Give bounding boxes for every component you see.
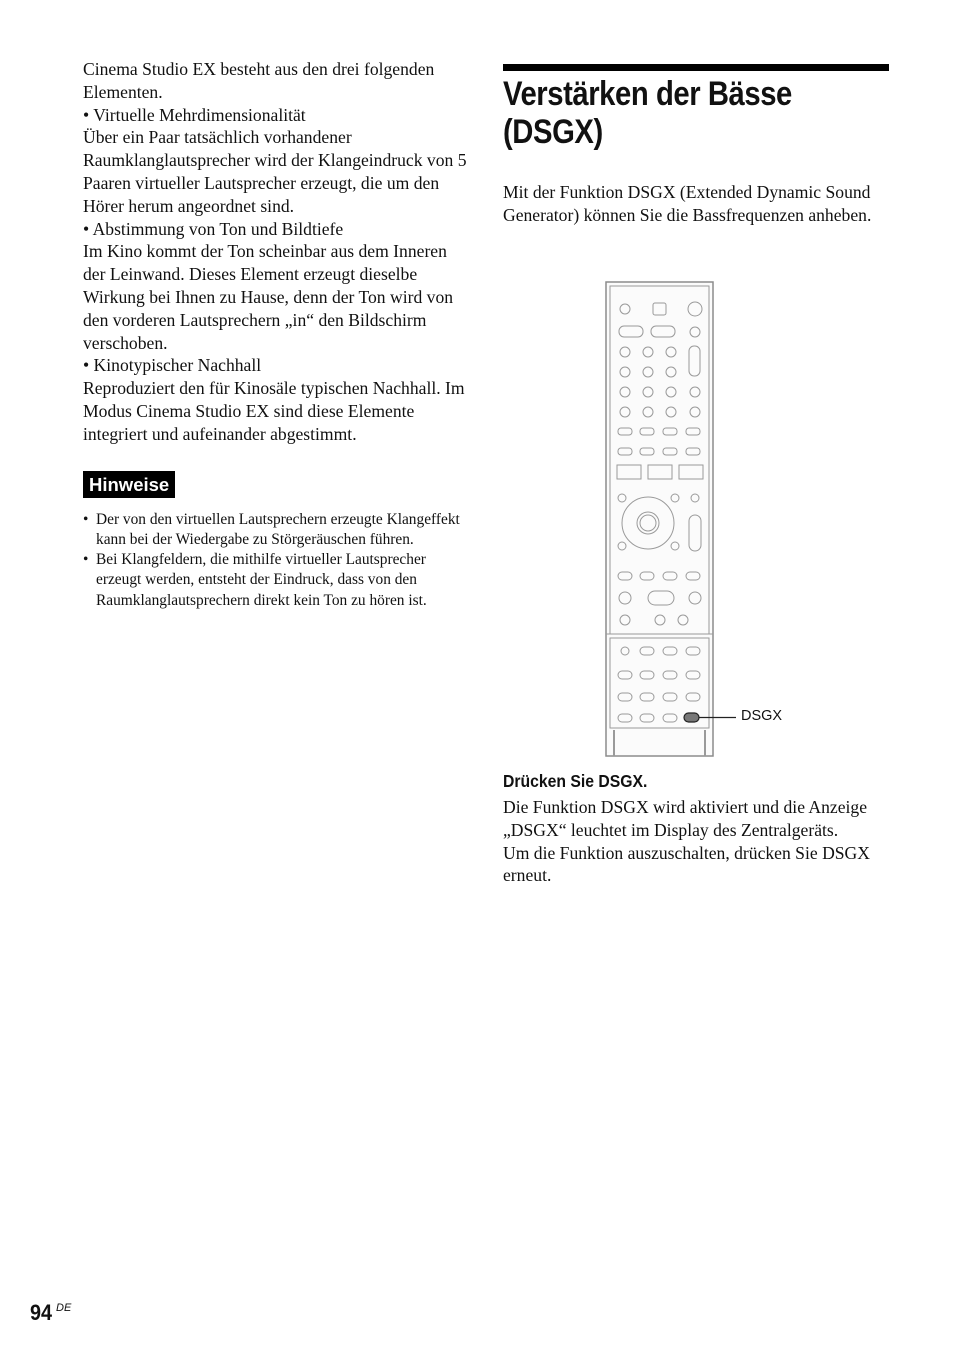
paragraph: • Virtuelle Mehrdimensionalität [83, 104, 306, 125]
notes-heading: Hinweise [83, 471, 175, 498]
note-text: Bei Klangfeldern, die mithilfe virtueller Lautsprecher erzeugt werden, entsteht der Eindruck, dass von den Raumklanglautsprechern direkt kein Ton zu hören ist. [96, 551, 427, 609]
section-title [503, 75, 835, 151]
notes-list [83, 510, 469, 611]
bullet-icon: • [83, 510, 89, 528]
paragraph: • Kinotypischer Nachhall [83, 355, 262, 376]
note-item [83, 550, 469, 611]
note-item [83, 510, 469, 551]
paragraph: Reproduziert den für Kinosäle typischen Nachhall. Im Modus Cinema Studio EX sind diese Elemente integriert und aufeinander abgestimmt. [83, 378, 465, 444]
remote-illustration [590, 278, 810, 760]
remote-control-icon [590, 278, 810, 760]
section-title-line1: Verstärken der Bässe [503, 75, 792, 113]
paragraph: Cinema Studio EX besteht aus den drei folgenden Elementen. [83, 59, 435, 102]
left-column [83, 58, 469, 611]
paragraph: Im Kino kommt der Ton scheinbar aus dem Inneren der Leinwand. Dieses Element erzeugt dieselbe Wirkung bei Ihnen zu Hause, denn der Ton wird von den vorderen Lautsprechern „in“ den Bildschirm verschoben. [83, 241, 454, 353]
step-body [503, 796, 893, 887]
page-language: DE [56, 1302, 72, 1314]
bullet-icon: • [83, 551, 89, 569]
section-title-line2: (DSGX) [503, 113, 603, 151]
page-number: 94 [30, 1300, 53, 1325]
paragraph: Um die Funktion auszuschalten, drücken Sie DSGX erneut. [503, 842, 870, 886]
dsgx-button [684, 713, 699, 722]
paragraph: Über ein Paar tatsächlich vorhandener Raumklanglautsprecher wird der Klangeindruck von 5 Paaren virtueller Lautsprecher erzeugt, die um den Hörer herum angeordnet sind. [83, 127, 467, 216]
paragraph: • Abstimmung von Ton und Bildtiefe [83, 218, 344, 239]
step-heading: Drücken Sie DSGX. [503, 771, 648, 791]
paragraph: Die Funktion DSGX wird aktiviert und die Anzeige „DSGX“ leuchtet im Display des Zentralgeräts. [503, 797, 868, 840]
dsgx-callout-label: DSGX [741, 708, 783, 724]
note-text: Der von den virtuellen Lautsprechern erzeugte Klangeffekt kann bei der Wiedergabe zu Störgeräuschen führen. [96, 510, 460, 548]
section-rule [503, 64, 889, 71]
intro-paragraph: Mit der Funktion DSGX (Extended Dynamic Sound Generator) können Sie die Bassfrequenzen anheben. [503, 182, 872, 225]
